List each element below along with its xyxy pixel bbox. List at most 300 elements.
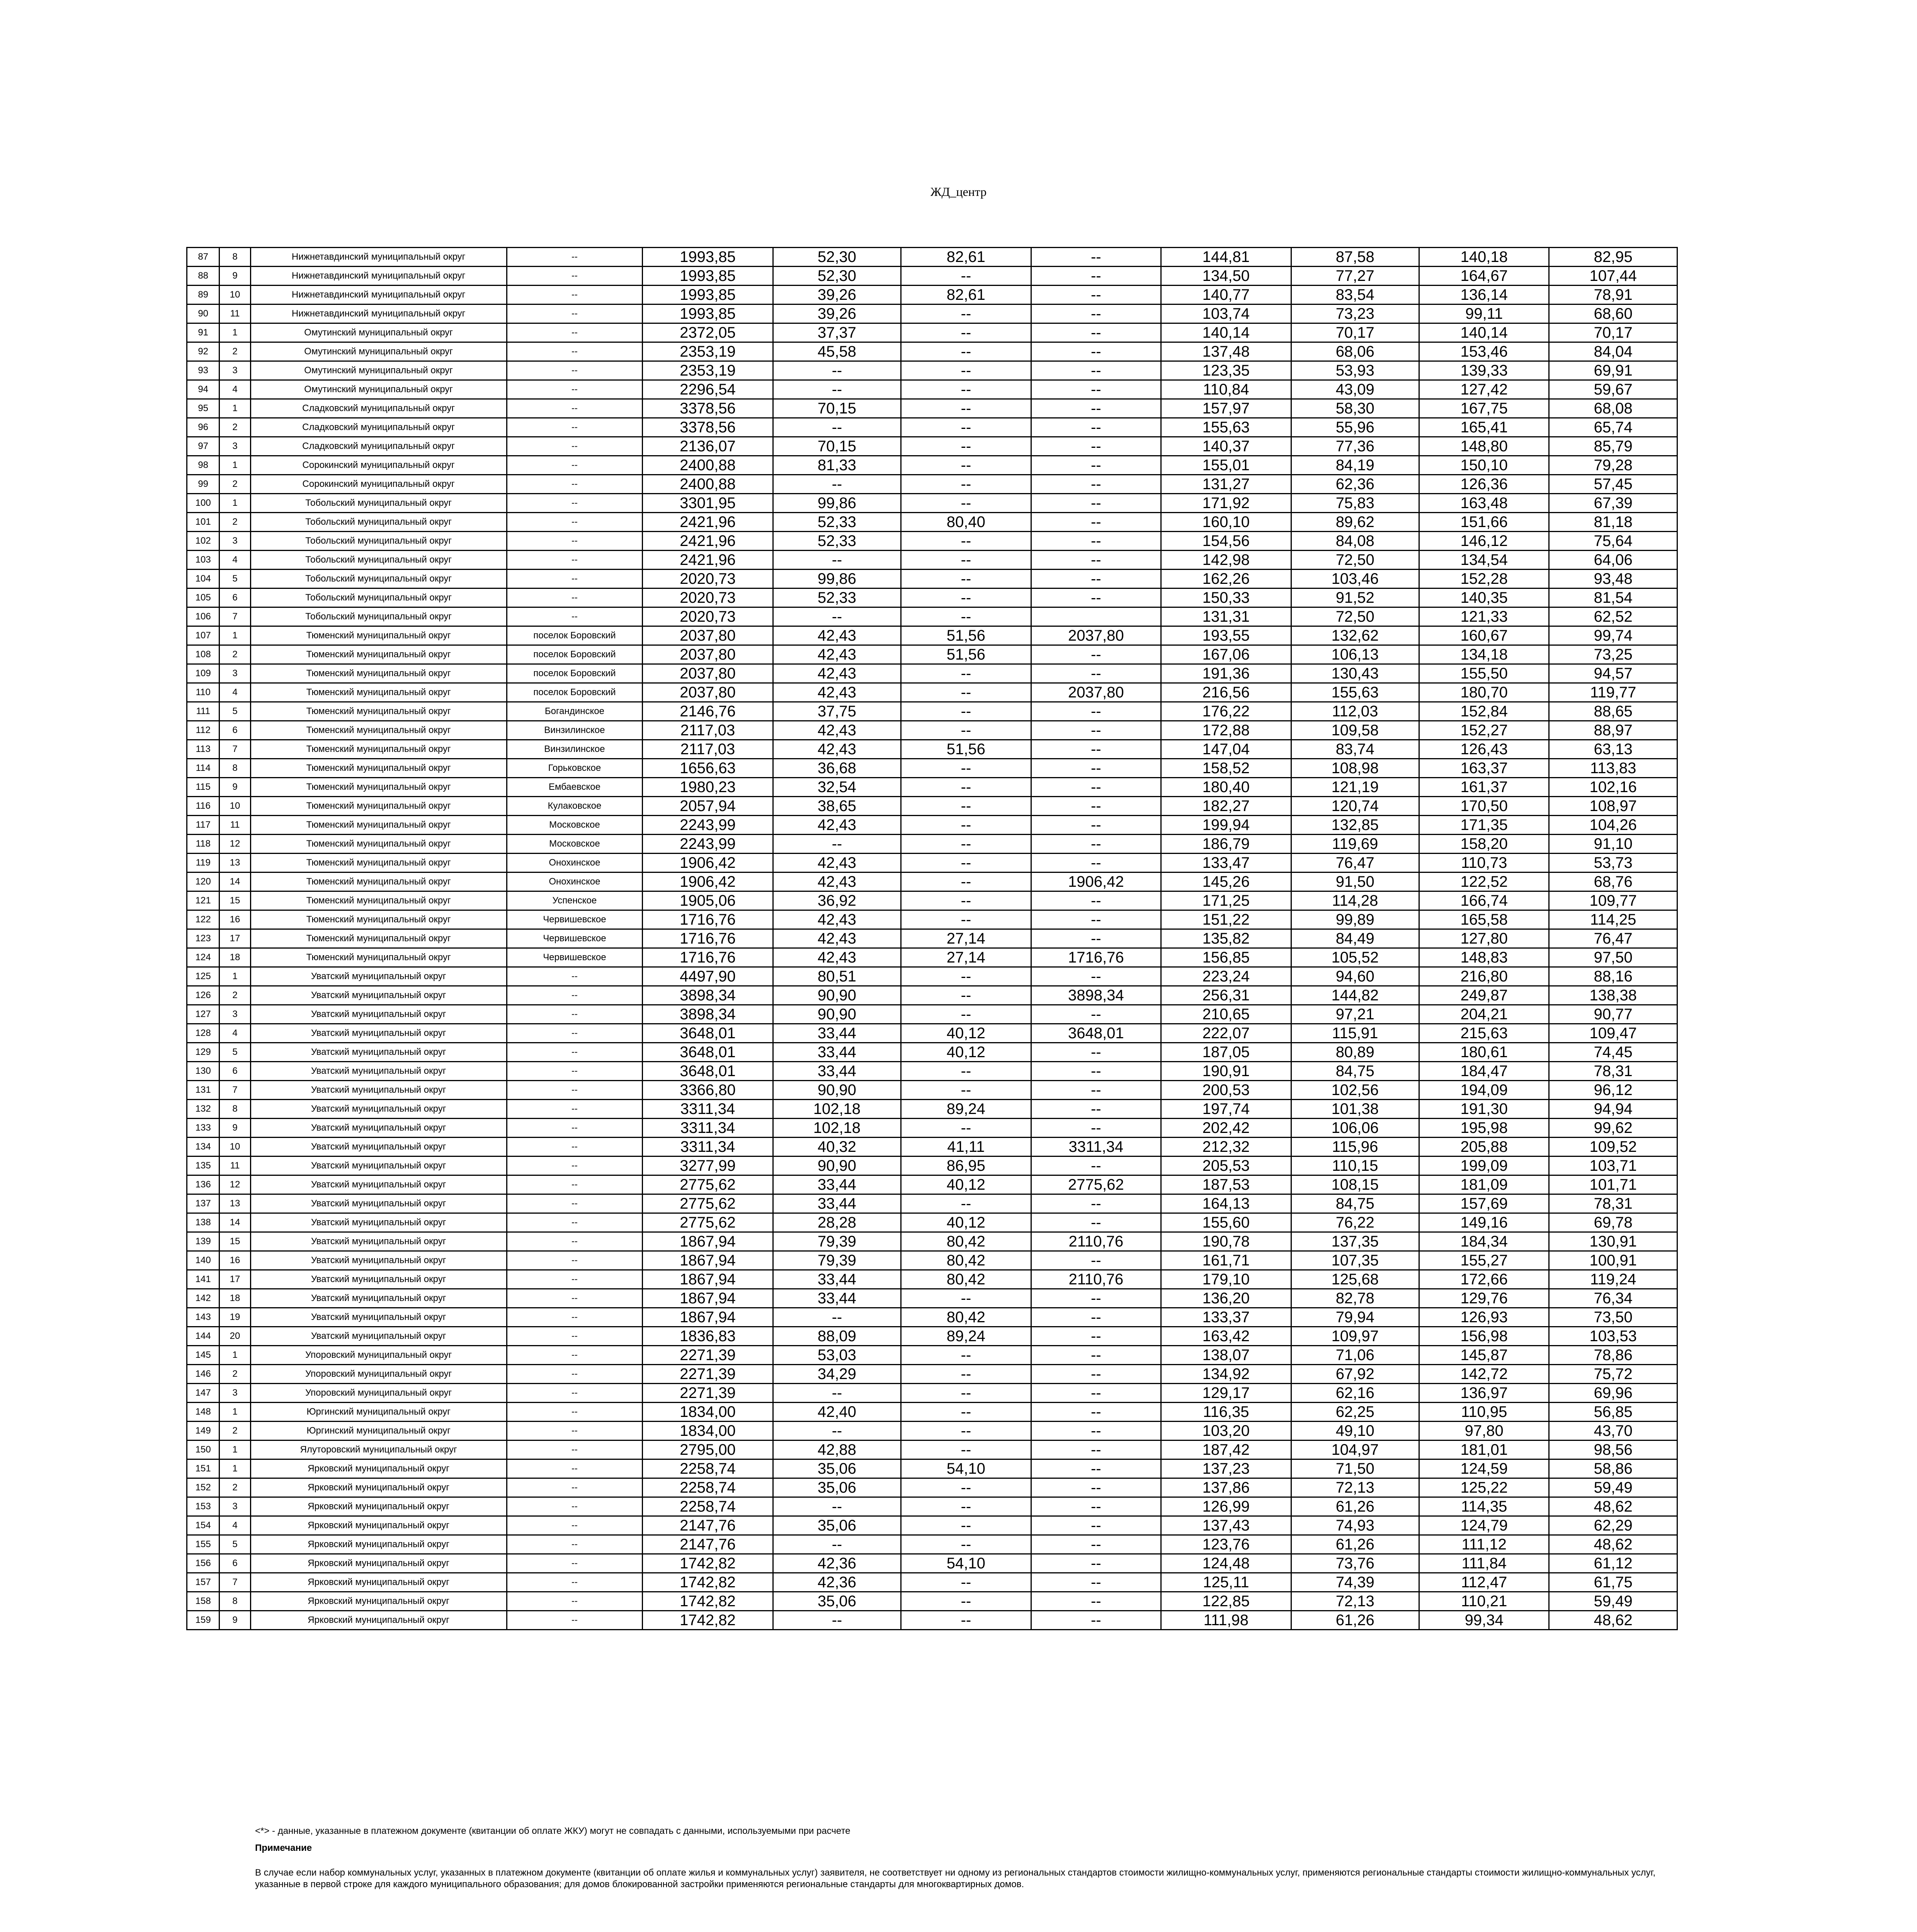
value-cell: 41,11 <box>901 1138 1031 1156</box>
table-row <box>187 1346 1677 1365</box>
settlement-name: -- <box>507 304 643 323</box>
value-cell: 2117,03 <box>643 740 773 759</box>
value-cell: 120,74 <box>1291 797 1419 816</box>
municipality-name: Уватский муниципальный округ <box>250 1327 507 1346</box>
value-cell: 182,27 <box>1161 797 1291 816</box>
value-cell: 2421,96 <box>643 551 773 570</box>
municipality-name: Уватский муниципальный округ <box>250 1005 507 1024</box>
municipality-name: Ярковский муниципальный округ <box>250 1497 507 1516</box>
row-number: 119 <box>187 854 219 872</box>
table-row <box>187 872 1677 891</box>
sub-number: 14 <box>219 1213 250 1232</box>
table-row <box>187 797 1677 816</box>
table-row <box>187 948 1677 967</box>
value-cell: 3898,34 <box>1031 986 1161 1005</box>
value-cell: 62,36 <box>1291 475 1419 494</box>
value-cell: 94,94 <box>1549 1100 1677 1119</box>
value-cell: 153,46 <box>1419 342 1549 361</box>
row-number: 147 <box>187 1384 219 1403</box>
value-cell: 99,86 <box>773 494 901 513</box>
settlement-name: -- <box>507 513 643 532</box>
value-cell: -- <box>1031 342 1161 361</box>
table-row <box>187 1138 1677 1156</box>
value-cell: -- <box>901 835 1031 854</box>
value-cell: 114,25 <box>1549 910 1677 929</box>
value-cell: 136,97 <box>1419 1384 1549 1403</box>
sub-number: 17 <box>219 1270 250 1289</box>
value-cell: -- <box>1031 1251 1161 1270</box>
value-cell: 155,01 <box>1161 456 1291 475</box>
value-cell: 99,86 <box>773 570 901 588</box>
value-cell: 111,84 <box>1419 1554 1549 1573</box>
value-cell: 76,34 <box>1549 1289 1677 1308</box>
value-cell: 2372,05 <box>643 323 773 342</box>
municipality-name: Омутинский муниципальный округ <box>250 323 507 342</box>
table-row <box>187 1005 1677 1024</box>
value-cell: 191,36 <box>1161 664 1291 683</box>
value-cell: -- <box>773 551 901 570</box>
municipality-name: Ярковский муниципальный округ <box>250 1459 507 1478</box>
settlement-name: Червишевское <box>507 948 643 967</box>
value-cell: 121,33 <box>1419 607 1549 626</box>
sub-number: 5 <box>219 570 250 588</box>
settlement-name: -- <box>507 532 643 551</box>
value-cell: -- <box>1031 1554 1161 1573</box>
table-row <box>187 494 1677 513</box>
table-row <box>187 323 1677 342</box>
value-cell: 80,42 <box>901 1308 1031 1327</box>
value-cell: 190,78 <box>1161 1232 1291 1251</box>
row-number: 159 <box>187 1611 219 1630</box>
value-cell: 51,56 <box>901 645 1031 664</box>
settlement-name: -- <box>507 1365 643 1384</box>
value-cell: 80,42 <box>901 1251 1031 1270</box>
table-row <box>187 702 1677 721</box>
row-number: 120 <box>187 872 219 891</box>
value-cell: 148,83 <box>1419 948 1549 967</box>
municipality-name: Сладковский муниципальный округ <box>250 418 507 437</box>
value-cell: 90,90 <box>773 1156 901 1175</box>
table-row <box>187 664 1677 683</box>
value-cell: 163,37 <box>1419 759 1549 778</box>
sub-number: 1 <box>219 626 250 645</box>
value-cell: 33,44 <box>773 1175 901 1194</box>
value-cell: 42,88 <box>773 1440 901 1459</box>
municipality-name: Уватский муниципальный округ <box>250 1308 507 1327</box>
value-cell: 67,92 <box>1291 1365 1419 1384</box>
value-cell: 4497,90 <box>643 967 773 986</box>
value-cell: 156,98 <box>1419 1327 1549 1346</box>
sub-number: 10 <box>219 286 250 304</box>
value-cell: 122,85 <box>1161 1592 1291 1611</box>
value-cell: -- <box>773 835 901 854</box>
value-cell: -- <box>901 797 1031 816</box>
settlement-name: -- <box>507 967 643 986</box>
value-cell: 131,31 <box>1161 607 1291 626</box>
municipality-name: Уватский муниципальный округ <box>250 1213 507 1232</box>
value-cell: 73,76 <box>1291 1554 1419 1573</box>
value-cell: -- <box>1031 1478 1161 1497</box>
sub-number: 13 <box>219 854 250 872</box>
value-cell: 3311,34 <box>1031 1138 1161 1156</box>
value-cell: 3311,34 <box>643 1138 773 1156</box>
municipality-name: Тюменский муниципальный округ <box>250 702 507 721</box>
municipality-name: Уватский муниципальный округ <box>250 1119 507 1138</box>
settlement-name: -- <box>507 1440 643 1459</box>
row-number: 130 <box>187 1062 219 1081</box>
value-cell: 3648,01 <box>643 1043 773 1062</box>
value-cell: -- <box>901 910 1031 929</box>
value-cell: 73,50 <box>1549 1308 1677 1327</box>
value-cell: 1867,94 <box>643 1251 773 1270</box>
settlement-name: Ембаевское <box>507 778 643 797</box>
value-cell: 119,24 <box>1549 1270 1677 1289</box>
table-row <box>187 835 1677 854</box>
municipality-name: Юргинский муниципальный округ <box>250 1422 507 1440</box>
row-number: 121 <box>187 891 219 910</box>
value-cell: 2243,99 <box>643 816 773 835</box>
value-cell: 165,58 <box>1419 910 1549 929</box>
value-cell: 101,38 <box>1291 1100 1419 1119</box>
value-cell: 132,62 <box>1291 626 1419 645</box>
sub-number: 9 <box>219 267 250 286</box>
value-cell: -- <box>901 967 1031 986</box>
value-cell: -- <box>901 1497 1031 1516</box>
value-cell: 134,54 <box>1419 551 1549 570</box>
municipality-name: Сорокинский муниципальный округ <box>250 456 507 475</box>
value-cell: 164,67 <box>1419 267 1549 286</box>
value-cell: -- <box>901 759 1031 778</box>
value-cell: 126,99 <box>1161 1497 1291 1516</box>
sub-number: 13 <box>219 1194 250 1213</box>
value-cell: 1906,42 <box>643 872 773 891</box>
value-cell: 176,22 <box>1161 702 1291 721</box>
value-cell: -- <box>773 1611 901 1630</box>
settlement-name: -- <box>507 494 643 513</box>
settlement-name: -- <box>507 1327 643 1346</box>
settlement-name: -- <box>507 475 643 494</box>
value-cell: 52,30 <box>773 267 901 286</box>
value-cell: 155,27 <box>1419 1251 1549 1270</box>
value-cell: 2421,96 <box>643 532 773 551</box>
row-number: 88 <box>187 267 219 286</box>
table-row <box>187 1535 1677 1554</box>
value-cell: -- <box>1031 1308 1161 1327</box>
municipality-name: Уватский муниципальный округ <box>250 1138 507 1156</box>
value-cell: 78,86 <box>1549 1346 1677 1365</box>
value-cell: 256,31 <box>1161 986 1291 1005</box>
value-cell: 80,51 <box>773 967 901 986</box>
value-cell: 197,74 <box>1161 1100 1291 1119</box>
value-cell: 36,92 <box>773 891 901 910</box>
municipality-name: Уватский муниципальный округ <box>250 967 507 986</box>
value-cell: 78,31 <box>1549 1062 1677 1081</box>
row-number: 143 <box>187 1308 219 1327</box>
footnote-text: <*> - данные, указанные в платежном документе (квитанции об оплате ЖКУ) могут не совпадать с данными, используемыми при расчете <box>255 1826 850 1836</box>
table-row <box>187 891 1677 910</box>
value-cell: 76,47 <box>1549 929 1677 948</box>
value-cell <box>1031 607 1161 626</box>
value-cell: 187,42 <box>1161 1440 1291 1459</box>
municipality-name: Тюменский муниципальный округ <box>250 835 507 854</box>
value-cell: 42,43 <box>773 910 901 929</box>
notes-section <box>255 1825 1685 1890</box>
value-cell: -- <box>1031 1365 1161 1384</box>
value-cell: 81,33 <box>773 456 901 475</box>
value-cell: 127,42 <box>1419 380 1549 399</box>
value-cell: 90,90 <box>773 1005 901 1024</box>
value-cell: -- <box>1031 929 1161 948</box>
value-cell: 195,98 <box>1419 1119 1549 1138</box>
value-cell: 181,09 <box>1419 1175 1549 1194</box>
settlement-name: -- <box>507 1554 643 1573</box>
table-row <box>187 1081 1677 1100</box>
value-cell: -- <box>901 1081 1031 1100</box>
row-number: 131 <box>187 1081 219 1100</box>
settlement-name: -- <box>507 1100 643 1119</box>
value-cell: 42,43 <box>773 948 901 967</box>
value-cell: 84,75 <box>1291 1194 1419 1213</box>
value-cell: 126,43 <box>1419 740 1549 759</box>
value-cell: 148,80 <box>1419 437 1549 456</box>
table-row <box>187 721 1677 740</box>
settlement-name: -- <box>507 1043 643 1062</box>
sub-number: 3 <box>219 1384 250 1403</box>
value-cell: 137,43 <box>1161 1516 1291 1535</box>
municipality-name: Тюменский муниципальный округ <box>250 816 507 835</box>
row-number: 95 <box>187 399 219 418</box>
value-cell: 82,95 <box>1549 248 1677 267</box>
value-cell: 124,48 <box>1161 1554 1291 1573</box>
value-cell: 59,49 <box>1549 1592 1677 1611</box>
row-number: 103 <box>187 551 219 570</box>
table-row <box>187 342 1677 361</box>
settlement-name: -- <box>507 1156 643 1175</box>
value-cell: 142,98 <box>1161 551 1291 570</box>
value-cell: -- <box>901 304 1031 323</box>
value-cell: 161,37 <box>1419 778 1549 797</box>
value-cell: 57,45 <box>1549 475 1677 494</box>
settlement-name: -- <box>507 1138 643 1156</box>
value-cell: 119,77 <box>1549 683 1677 702</box>
value-cell: 136,20 <box>1161 1289 1291 1308</box>
value-cell: 52,33 <box>773 532 901 551</box>
municipality-name: Тюменский муниципальный округ <box>250 759 507 778</box>
value-cell: -- <box>901 1119 1031 1138</box>
value-cell: 58,30 <box>1291 399 1419 418</box>
sub-number: 16 <box>219 910 250 929</box>
municipality-name: Ярковский муниципальный округ <box>250 1516 507 1535</box>
settlement-name: -- <box>507 1346 643 1365</box>
value-cell: 103,74 <box>1161 304 1291 323</box>
sub-number: 6 <box>219 588 250 607</box>
value-cell: 42,43 <box>773 626 901 645</box>
value-cell: 84,49 <box>1291 929 1419 948</box>
value-cell: 65,74 <box>1549 418 1677 437</box>
row-number: 100 <box>187 494 219 513</box>
sub-number: 4 <box>219 551 250 570</box>
settlement-name: -- <box>507 1270 643 1289</box>
municipality-name: Тюменский муниципальный округ <box>250 740 507 759</box>
municipality-name: Уватский муниципальный округ <box>250 1251 507 1270</box>
value-cell: 93,48 <box>1549 570 1677 588</box>
value-cell: -- <box>773 1497 901 1516</box>
settlement-name: -- <box>507 1611 643 1630</box>
value-cell: 2037,80 <box>1031 626 1161 645</box>
municipality-name: Тобольский муниципальный округ <box>250 551 507 570</box>
value-cell: -- <box>773 418 901 437</box>
municipality-name: Уватский муниципальный округ <box>250 1024 507 1043</box>
value-cell: 1906,42 <box>643 854 773 872</box>
value-cell: 71,50 <box>1291 1459 1419 1478</box>
value-cell: 2258,74 <box>643 1497 773 1516</box>
row-number: 155 <box>187 1535 219 1554</box>
value-cell: 2775,62 <box>643 1194 773 1213</box>
value-cell: -- <box>1031 286 1161 304</box>
value-cell: 28,28 <box>773 1213 901 1232</box>
table-row <box>187 1611 1677 1630</box>
value-cell: 111,12 <box>1419 1535 1549 1554</box>
sub-number: 1 <box>219 456 250 475</box>
value-cell: 102,18 <box>773 1119 901 1138</box>
value-cell: -- <box>1031 797 1161 816</box>
value-cell: 104,97 <box>1291 1440 1419 1459</box>
row-number: 97 <box>187 437 219 456</box>
value-cell: 114,28 <box>1291 891 1419 910</box>
table-row <box>187 740 1677 759</box>
value-cell: -- <box>901 1403 1031 1422</box>
sub-number: 2 <box>219 1478 250 1497</box>
value-cell: 52,33 <box>773 588 901 607</box>
value-cell: 109,97 <box>1291 1327 1419 1346</box>
table-row <box>187 1327 1677 1346</box>
row-number: 115 <box>187 778 219 797</box>
sub-number: 17 <box>219 929 250 948</box>
table-row <box>187 1573 1677 1592</box>
note-text: В случае если набор коммунальных услуг, указанных в платежном документе (квитанции об оплате жилья и коммунальных услуг) заявителя, не соответствует ни одному из региональных стандартов стоимости жилищно-коммунальных услуг, применяются региональные стандарты стоимости жилищно-коммунальных услуг, указанные в первой строке для каждого муниципального образования; для домов блокированной застройки применяются региональные стандарты для многоквартирных домов. <box>255 1867 1656 1889</box>
value-cell: 2258,74 <box>643 1459 773 1478</box>
municipality-name: Омутинский муниципальный округ <box>250 380 507 399</box>
value-cell: 3378,56 <box>643 399 773 418</box>
value-cell: 2136,07 <box>643 437 773 456</box>
value-cell: -- <box>1031 1156 1161 1175</box>
value-cell: 62,52 <box>1549 607 1677 626</box>
value-cell: 42,40 <box>773 1403 901 1422</box>
value-cell: 155,60 <box>1161 1213 1291 1232</box>
table-row <box>187 910 1677 929</box>
value-cell: 180,40 <box>1161 778 1291 797</box>
value-cell: -- <box>773 1422 901 1440</box>
table-row <box>187 418 1677 437</box>
value-cell: 72,13 <box>1291 1592 1419 1611</box>
value-cell: 62,29 <box>1549 1516 1677 1535</box>
municipality-name: Тюменский муниципальный округ <box>250 929 507 948</box>
value-cell: 90,77 <box>1549 1005 1677 1024</box>
value-cell: 2146,76 <box>643 702 773 721</box>
value-cell: 152,27 <box>1419 721 1549 740</box>
settlement-name: Онохинское <box>507 872 643 891</box>
sub-number: 2 <box>219 342 250 361</box>
sub-number: 18 <box>219 948 250 967</box>
row-number: 87 <box>187 248 219 267</box>
settlement-name: Винзилинское <box>507 740 643 759</box>
value-cell: -- <box>901 588 1031 607</box>
value-cell: 155,63 <box>1291 683 1419 702</box>
row-number: 134 <box>187 1138 219 1156</box>
row-number: 89 <box>187 286 219 304</box>
value-cell: -- <box>1031 1592 1161 1611</box>
value-cell: -- <box>1031 835 1161 854</box>
value-cell: 35,06 <box>773 1592 901 1611</box>
table-body <box>187 248 1677 1630</box>
settlement-name: -- <box>507 1232 643 1251</box>
row-number: 91 <box>187 323 219 342</box>
value-cell: -- <box>1031 645 1161 664</box>
row-number: 124 <box>187 948 219 967</box>
value-cell: 155,63 <box>1161 418 1291 437</box>
value-cell: 110,15 <box>1291 1156 1419 1175</box>
row-number: 133 <box>187 1119 219 1138</box>
value-cell: 100,91 <box>1549 1251 1677 1270</box>
row-number: 139 <box>187 1232 219 1251</box>
value-cell: 179,10 <box>1161 1270 1291 1289</box>
value-cell: -- <box>901 1573 1031 1592</box>
table-row <box>187 532 1677 551</box>
municipality-name: Тюменский муниципальный округ <box>250 664 507 683</box>
value-cell: 130,91 <box>1549 1232 1677 1251</box>
value-cell: 172,66 <box>1419 1270 1549 1289</box>
value-cell: 43,70 <box>1549 1422 1677 1440</box>
municipality-name: Ярковский муниципальный округ <box>250 1478 507 1497</box>
settlement-name: -- <box>507 456 643 475</box>
municipality-name: Тобольский муниципальный округ <box>250 494 507 513</box>
value-cell: 69,91 <box>1549 361 1677 380</box>
municipality-name: Тюменский муниципальный округ <box>250 948 507 967</box>
sub-number: 20 <box>219 1327 250 1346</box>
value-cell: -- <box>1031 267 1161 286</box>
row-number: 111 <box>187 702 219 721</box>
value-cell: 59,49 <box>1549 1478 1677 1497</box>
value-cell: 156,85 <box>1161 948 1291 967</box>
settlement-name: Успенское <box>507 891 643 910</box>
table-row <box>187 456 1677 475</box>
municipality-name: Тюменский муниципальный округ <box>250 891 507 910</box>
value-cell: 167,06 <box>1161 645 1291 664</box>
value-cell: 205,88 <box>1419 1138 1549 1156</box>
value-cell: 1716,76 <box>643 948 773 967</box>
value-cell: -- <box>901 361 1031 380</box>
value-cell: -- <box>773 1308 901 1327</box>
sub-number: 8 <box>219 759 250 778</box>
value-cell: 27,14 <box>901 948 1031 967</box>
value-cell: 33,44 <box>773 1043 901 1062</box>
value-cell: 89,62 <box>1291 513 1419 532</box>
value-cell: 1742,82 <box>643 1554 773 1573</box>
settlement-name: -- <box>507 1005 643 1024</box>
value-cell: 186,79 <box>1161 835 1291 854</box>
value-cell: 78,31 <box>1549 1194 1677 1213</box>
value-cell: -- <box>1031 1194 1161 1213</box>
municipality-name: Тюменский муниципальный округ <box>250 910 507 929</box>
value-cell: 172,88 <box>1161 721 1291 740</box>
table-row <box>187 1497 1677 1516</box>
settlement-name: поселок Боровский <box>507 664 643 683</box>
value-cell: -- <box>1031 759 1161 778</box>
value-cell: -- <box>1031 437 1161 456</box>
table-row <box>187 248 1677 267</box>
value-cell: 84,19 <box>1291 456 1419 475</box>
value-cell: -- <box>901 1478 1031 1497</box>
